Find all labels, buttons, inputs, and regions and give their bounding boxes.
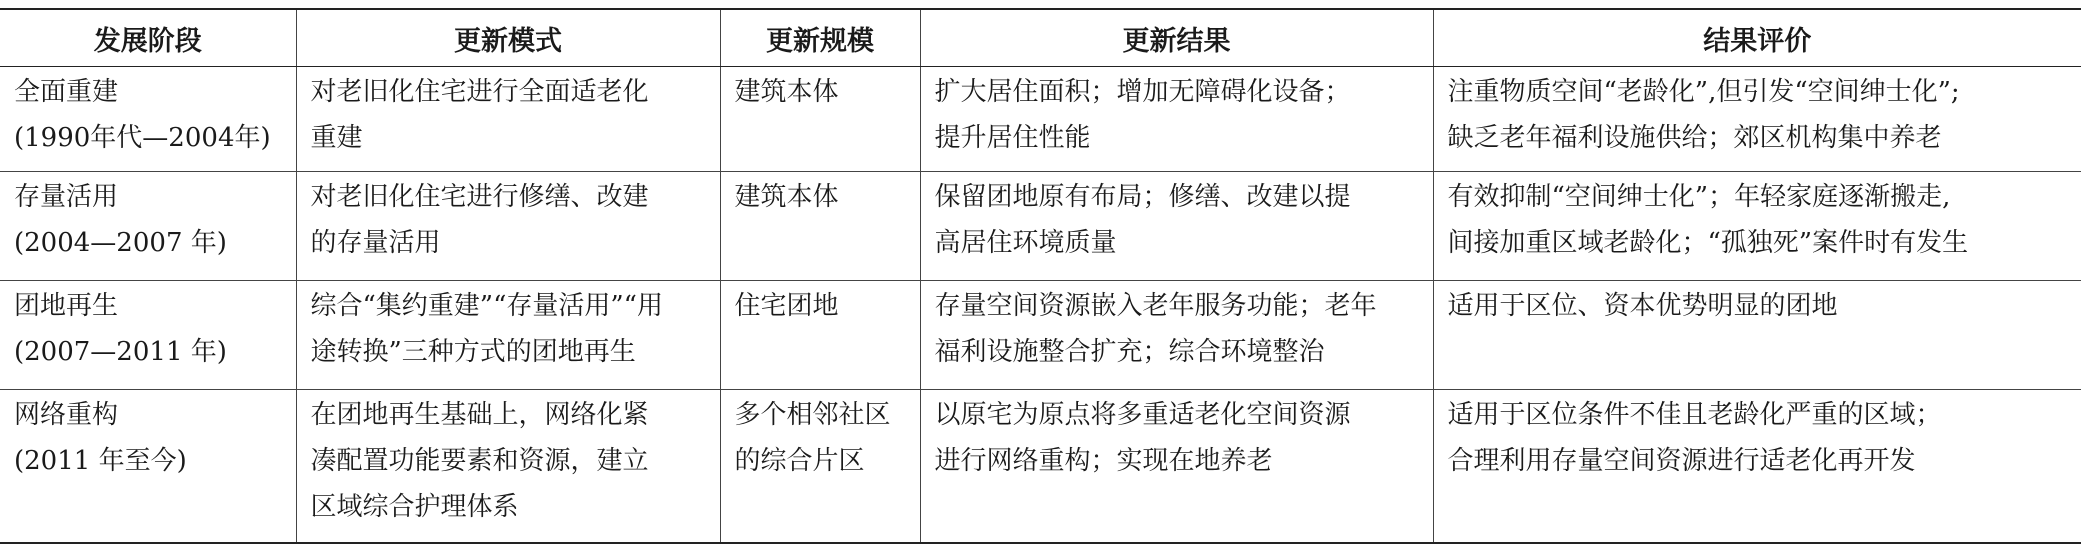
cell-line: 进行网络重构；实现在地养老: [934, 446, 1273, 476]
table-row: [0, 390, 2081, 544]
cell-result: [920, 67, 1433, 172]
cell-mode: [296, 281, 720, 390]
renewal-stages-table: [0, 8, 2081, 544]
cell-line: 在团地再生基础上，网络化紧: [310, 400, 649, 430]
table-body: [0, 67, 2081, 544]
cell-mode: [296, 172, 720, 281]
cell-stage: [0, 390, 296, 544]
header-row: [0, 9, 2081, 67]
cell-stage: [0, 67, 296, 172]
cell-line: (2004—2007 年): [14, 228, 227, 258]
cell-line: 以原宅为原点将多重适老化空间资源: [934, 400, 1351, 430]
cell-result: [920, 390, 1433, 544]
header-evaluation: 结果评价: [1433, 9, 2081, 67]
cell-mode: [296, 67, 720, 172]
cell-evaluation: [1433, 67, 2081, 172]
cell-line: 重建: [310, 123, 363, 153]
cell-line: 提升居住性能: [934, 123, 1091, 153]
cell-line: 存量空间资源嵌入老年服务功能；老年: [934, 291, 1377, 321]
cell-evaluation: [1433, 172, 2081, 281]
cell-stage: [0, 281, 296, 390]
table-row: [0, 172, 2081, 281]
table-row: [0, 281, 2081, 390]
cell-line: 扩大居住面积；增加无障碍化设备；: [934, 77, 1351, 107]
cell-line: 的综合片区: [734, 446, 865, 476]
cell-line: 全面重建: [14, 77, 119, 107]
table-header: [0, 9, 2081, 67]
cell-scale: [720, 281, 920, 390]
cell-line: 间接加重区域老龄化；“孤独死”案件时有发生: [1447, 228, 1969, 258]
cell-line: 凑配置功能要素和资源，建立: [310, 446, 649, 476]
cell-line: 建筑本体: [734, 77, 839, 107]
cell-stage: [0, 172, 296, 281]
cell-line: 对老旧化住宅进行修缮、改建: [310, 182, 649, 212]
cell-line: 建筑本体: [734, 182, 839, 212]
cell-line: 存量活用: [14, 182, 119, 212]
cell-line: 福利设施整合扩充；综合环境整治: [934, 337, 1325, 367]
cell-line: 高居住环境质量: [934, 228, 1117, 258]
header-stage: 发展阶段: [0, 9, 296, 67]
cell-scale: [720, 390, 920, 544]
cell-line: 综合“集约重建”“存量活用”“用: [310, 291, 663, 321]
cell-line: 多个相邻社区: [734, 400, 891, 430]
cell-line: 区域综合护理体系: [310, 492, 519, 522]
table-row: [0, 67, 2081, 172]
cell-line: 途转换”三种方式的团地再生: [310, 337, 636, 367]
cell-line: 的存量活用: [310, 228, 441, 258]
cell-line: 有效抑制“空间绅士化”；年轻家庭逐渐搬走,: [1447, 182, 1951, 212]
cell-result: [920, 172, 1433, 281]
cell-line: 适用于区位条件不佳且老龄化严重的区域；: [1447, 400, 1942, 430]
cell-evaluation: [1433, 390, 2081, 544]
cell-line: 注重物质空间“老龄化”,但引发“空间绅士化”;: [1447, 77, 1960, 107]
cell-evaluation: [1433, 281, 2081, 390]
cell-line: 对老旧化住宅进行全面适老化: [310, 77, 649, 107]
cell-scale: [720, 67, 920, 172]
cell-line: (2011 年至今): [14, 446, 187, 476]
header-scale: 更新规模: [720, 9, 920, 67]
cell-result: [920, 281, 1433, 390]
header-mode: 更新模式: [296, 9, 720, 67]
header-result: 更新结果: [920, 9, 1433, 67]
cell-line: 团地再生: [14, 291, 119, 321]
cell-line: (2007—2011 年): [14, 337, 227, 367]
cell-scale: [720, 172, 920, 281]
cell-line: 住宅团地: [734, 291, 839, 321]
renewal-stages-table-wrapper: [0, 8, 2081, 544]
cell-line: 缺乏老年福利设施供给；郊区机构集中养老: [1447, 123, 1942, 153]
cell-line: 保留团地原有布局；修缮、改建以提: [934, 182, 1351, 212]
cell-mode: [296, 390, 720, 544]
cell-line: 合理利用存量空间资源进行适老化再开发: [1447, 446, 1916, 476]
cell-line: (1990年代—2004年): [14, 123, 271, 153]
cell-line: 适用于区位、资本优势明显的团地: [1447, 291, 1838, 321]
cell-line: 网络重构: [14, 400, 119, 430]
